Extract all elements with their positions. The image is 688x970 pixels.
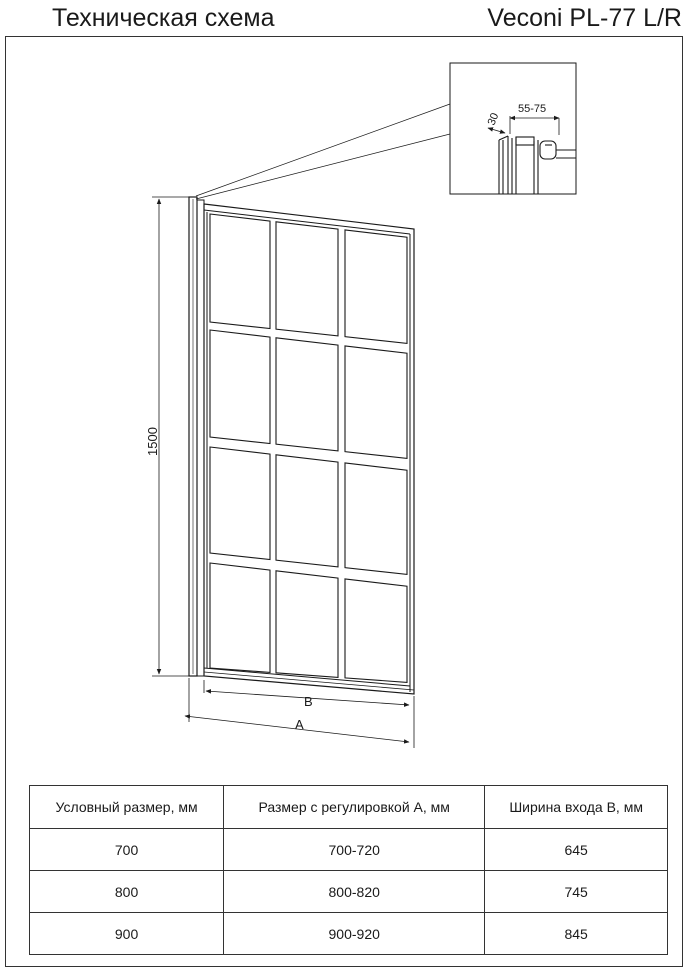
detail-profile-label: 30 <box>485 111 502 128</box>
header-entry-width: Ширина входа B, мм <box>485 786 668 829</box>
glass-pane <box>345 579 407 682</box>
glass-pane <box>210 214 270 329</box>
glass-pane <box>276 455 338 567</box>
glass-grid <box>210 214 407 682</box>
table-row <box>30 871 668 913</box>
table-row <box>30 829 668 871</box>
page-title: Техническая схема <box>52 4 275 32</box>
size-table <box>29 785 668 955</box>
table-cell: 800-820 <box>224 871 485 913</box>
table-row <box>30 913 668 955</box>
glass-pane <box>210 447 270 560</box>
header-adjusted-size: Размер с регулировкой A, мм <box>224 786 485 829</box>
model-name: Veconi PL-77 L/R <box>487 4 682 32</box>
glass-pane <box>210 330 270 444</box>
glass-pane <box>345 463 407 574</box>
height-label: 1500 <box>145 427 160 456</box>
glass-panel <box>204 204 414 694</box>
table-cell: 745 <box>485 871 668 913</box>
detail-leader-lines <box>196 104 450 199</box>
table-cell: 700-720 <box>224 829 485 871</box>
width-dimensions <box>185 678 414 748</box>
table-cell: 900 <box>30 913 224 955</box>
table-header-row <box>30 786 668 829</box>
header-nominal-size: Условный размер, мм <box>30 786 224 829</box>
width-b-label: B <box>304 694 313 709</box>
table-cell: 900-920 <box>224 913 485 955</box>
detail-adjust-label: 55-75 <box>518 103 547 115</box>
table-cell: 800 <box>30 871 224 913</box>
glass-pane <box>345 346 407 458</box>
table-cell: 845 <box>485 913 668 955</box>
glass-pane <box>210 563 270 672</box>
table-cell: 700 <box>30 829 224 871</box>
glass-pane <box>276 571 338 678</box>
profile-detail-view <box>450 63 576 194</box>
glass-pane <box>345 230 407 343</box>
width-a-label: A <box>295 717 304 732</box>
wall-profile <box>189 197 204 676</box>
glass-pane <box>276 338 338 451</box>
glass-pane <box>276 222 338 336</box>
table-cell: 645 <box>485 829 668 871</box>
